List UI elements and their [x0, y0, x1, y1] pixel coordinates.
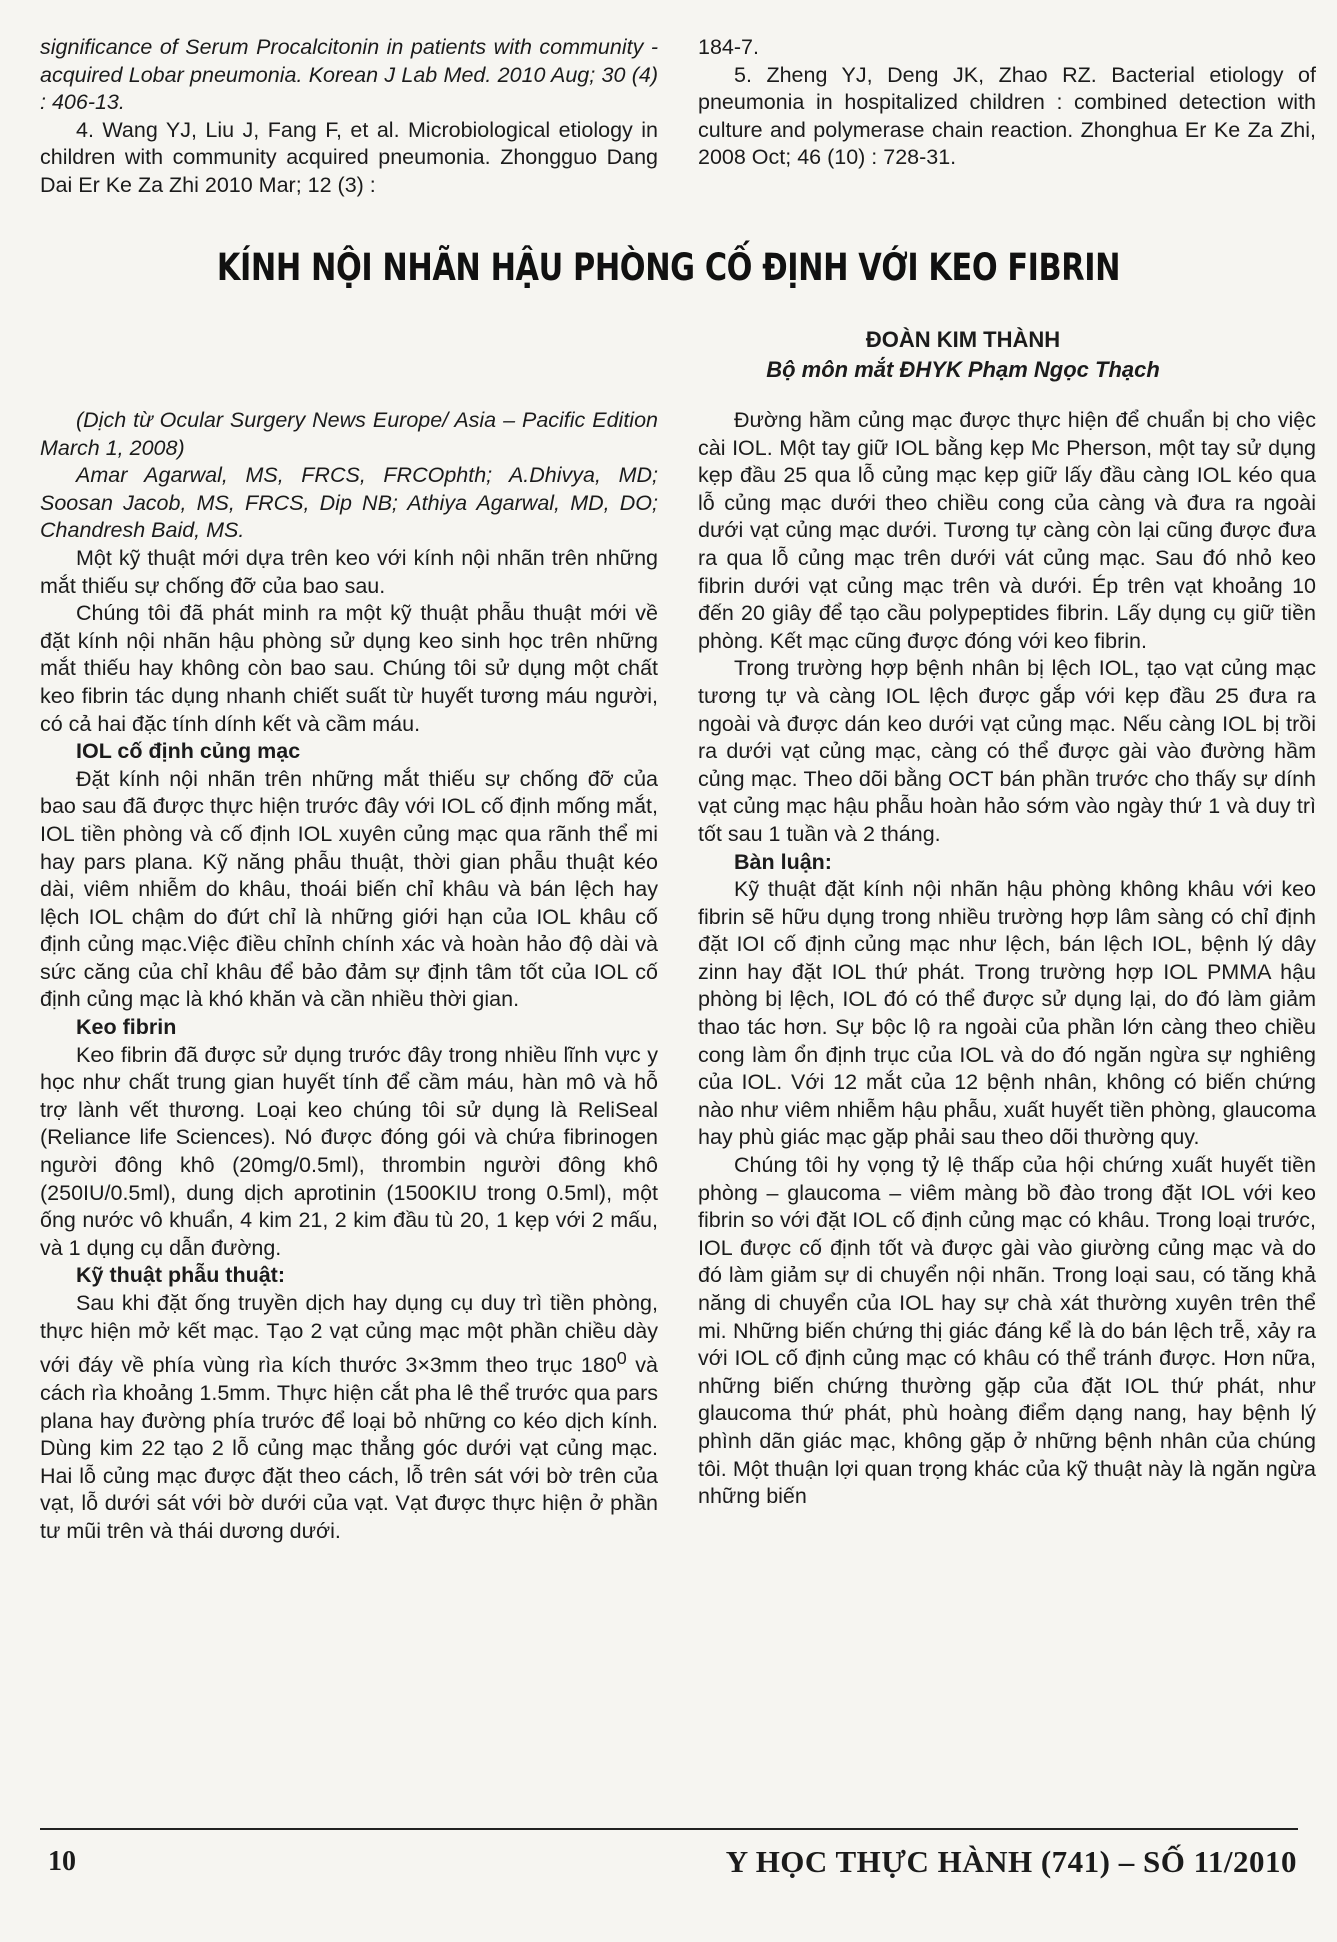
journal-issue: Y HỌC THỰC HÀNH (741) – SỐ 11/2010	[725, 1844, 1297, 1879]
paragraph: Sau khi đặt ống truyền dịch hay dụng cụ duy trì tiền phòng, thực hiện mở kết mạc. Tạo 2 vạt củng mạc một phần chiều dày với đáy về phía vùng rìa kích thước 3×3mm theo trục $180^0$ và cách rìa khoảng 1.5mm. Thực hiện cắt pha lê thể trước qua pars plana hay đường phía trước để loại bỏ những co kéo dịch kính. Dùng kim 22 tạo 2 lỗ củng mạc thẳng góc dưới vạt củng mạc. Hai lỗ củng mạc được đặt theo cách, lỗ trên sát với bờ trên của vạt, lỗ dưới sát với bờ dưới của vạt. Vạt được thực hiện ở phần tư mũi trên và thái dương dưới.	[40, 1291, 658, 1543]
reference-4-continued: 184-7.	[698, 35, 759, 59]
author-block	[703, 325, 1223, 385]
body-column-right	[698, 407, 1316, 1511]
paragraph: Trong trường hợp bệnh nhân bị lệch IOL, tạo vạt củng mạc tương tự và càng IOL lệch được gắp với kẹp đầu 25 đưa ra ngoài và được dán keo dưới vạt củng mạc. Nếu càng IOL bị trồi ra dưới vạt củng mạc, càng có thể được gài vào đường hầm củng mạc. Theo dõi bằng OCT bán phần trước cho thấy sự dính vạt củng mạc hậu phẫu hoàn hảo sớm vào ngày thứ 1 và duy trì tốt sau 1 tuần và 2 tháng.	[698, 656, 1316, 846]
reference-3-continued: significance of Serum Procalcitonin in patients with community - acquired Lobar pneumonia. Korean J Lab Med. 2010 Aug; 30 (4) : 406-13.	[40, 35, 658, 115]
references-left	[40, 34, 658, 200]
paragraph: Chúng tôi hy vọng tỷ lệ thấp của hội chứng xuất huyết tiền phòng – glaucoma – viêm màng bồ đào trong đặt IOL với keo fibrin so với đặt IOL cố định củng mạc có khâu. Trong loại trước, IOL được cố định tốt và được gài vào giường củng mạc và do đó làm giảm sự di chuyển nội nhãn. Trong loại sau, có tăng khả năng di chuyển của IOL hay sự chà xát thường xuyên trên thể mi. Những biến chứng thị giác đáng kể là do bán lệch trễ, xảy ra với IOL cố định củng mạc có khâu có thể tránh được. Hơn nữa, những biến chứng thường gặp của đặt IOL thứ phát, như glaucoma thứ phát, phù hoàng điểm dạng nang, hay bệnh lý phình dãn giác mạc, không gặp ở những bệnh nhân của chúng tôi. Một thuận lợi quan trọng khác của kỹ thuật này là ngăn ngừa những biến	[698, 1153, 1316, 1509]
reference-5: 5. Zheng YJ, Deng JK, Zhao RZ. Bacterial etiology of pneumonia in hospitalized children : combined detection with culture and polymerase chain reaction. Zhonghua Er Ke Za Zhi, 2008 Oct; 46 (10) : 728-31.	[698, 62, 1316, 170]
original-authors: Amar Agarwal, MS, FRCS, FRCOphth; A.Dhivya, MD; Soosan Jacob, MS, FRCS, Dip NB; Athiya Agarwal, MD, DO; Chandresh Baid, MS.	[40, 463, 658, 543]
paragraph: Keo fibrin đã được sử dụng trước đây trong nhiều lĩnh vực y học như chất trung gian huyết tính để cầm máu, hàn mô và hỗ trợ lành vết thương. Loại keo chúng tôi sử dụng là ReliSeal (Reliance life Sciences). Nó được đóng gói và chứa fibrinogen người đông khô (20mg/0.5ml), thrombin người đông khô (250IU/0.5ml), dung dịch aprotinin (1500KIU trong 0.5ml), một ống nước vô khuẩn, 4 kim 21, 2 kim đầu tù 20, 1 kẹp với 2 mấu, và 1 dụng cụ dẫn đường.	[40, 1042, 658, 1260]
author-name: ĐOÀN KIM THÀNH	[865, 327, 1061, 352]
section-heading: Bàn luận:	[734, 849, 832, 874]
page-number: 10	[48, 1846, 76, 1877]
degree-superscript: 0	[616, 1348, 627, 1369]
paragraph: Kỹ thuật đặt kính nội nhãn hậu phòng không khâu với keo fibrin sẽ hữu dụng trong nhiều trường hợp lâm sàng có chỉ định đặt IOI cố định củng mạc như lệch, bán lệch IOL, bệnh lý dây zinn hay đặt IOL thứ phát. Trong trường hợp IOL PMMA hậu phòng bị lệch, IOL đó có thể được sử dụng lại, do đó làm giảm thao tác hơn. Sự bộc lộ ra ngoài của phần lớn càng theo chiều cong làm ổn định trục của IOL và do đó ngăn ngừa sự nghiêng của IOL. Với 12 mắt của 12 bệnh nhân, không có biến chứng nào như viêm nhiễm hậu phẫu, xuất huyết tiền phòng, glaucoma hay phù giác mạc gặp phải sau theo dõi thường quy.	[698, 877, 1316, 1150]
references-right	[698, 34, 1316, 172]
translation-source: (Dịch từ Ocular Surgery News Europe/ Asia – Pacific Edition March 1, 2008)	[40, 408, 658, 460]
author-affiliation: Bộ môn mắt ĐHYK Phạm Ngọc Thạch	[766, 357, 1160, 382]
paragraph: Đường hầm củng mạc được thực hiện để chuẩn bị cho việc cài IOL. Một tay giữ IOL bằng kẹp Mc Pherson, một tay sử dụng kẹp đầu 25 qua lỗ củng mạc kẹp giữ lấy đầu càng IOL kéo qua lỗ củng mạc dưới theo chiều cong của càng và đưa ra ngoài dưới vạt củng mạc dưới. Tương tự càng còn lại cũng được đưa ra qua lỗ củng mạc trên dưới vát củng mạc. Sau đó nhỏ keo fibrin dưới vạt củng mạc trên và dưới. Ép trên vạt khoảng 10 đến 20 giây để tạo cầu polypeptides fibrin. Lấy dụng cụ giữ tiền phòng. Kết mạc cũng được đóng với keo fibrin.	[698, 408, 1316, 653]
paragraph: Chúng tôi đã phát minh ra một kỹ thuật phẫu thuật mới về đặt kính nội nhãn hậu phòng sử dụng keo sinh học trên những mắt thiếu hay không còn bao sau. Chúng tôi sử dụng một chất keo fibrin tác dụng nhanh chiết suất từ huyết tương máu người, có cả hai đặc tính dính kết và cầm máu.	[40, 601, 658, 736]
paragraph: Đặt kính nội nhãn trên những mắt thiếu sự chống đỡ của bao sau đã được thực hiện trước đây với IOL cố định mống mắt, IOL tiền phòng và cố định IOL xuyên củng mạc qua rãnh thể mi hay pars plana. Kỹ năng phẫu thuật, thời gian phẫu thuật kéo dài, viêm nhiễm do khâu, thoái biến chỉ khâu và bán lệch hay lệch IOL chậm do đứt chỉ là những giới hạn của IOL khâu cố định củng mạc.Việc điều chỉnh chính xác và hoàn hảo độ dài và sức căng của chỉ khâu để bảo đảm sự định tâm tốt của IOL cố định củng mạc là khó khăn và cần nhiều thời gian.	[40, 766, 658, 1012]
body-column-left	[40, 407, 658, 1546]
footer-divider	[40, 1828, 1298, 1830]
reference-4: 4. Wang YJ, Liu J, Fang F, et al. Microbiological etiology in children with community acquired pneumonia. Zhongguo Dang Dai Er Ke Za Zhi 2010 Mar; 12 (3) :	[40, 117, 658, 197]
article-title: KÍNH NỘI NHÃN HẬU PHÒNG CỐ ĐỊNH VỚI KEO FIBRIN	[216, 246, 1121, 289]
section-heading: IOL cố định củng mạc	[76, 739, 301, 764]
paragraph: Một kỹ thuật mới dựa trên keo với kính nội nhãn trên những mắt thiếu sự chống đỡ của bao sau.	[40, 545, 658, 598]
section-heading: Keo fibrin	[76, 1015, 177, 1040]
section-heading: Kỹ thuật phẫu thuật:	[76, 1263, 286, 1288]
